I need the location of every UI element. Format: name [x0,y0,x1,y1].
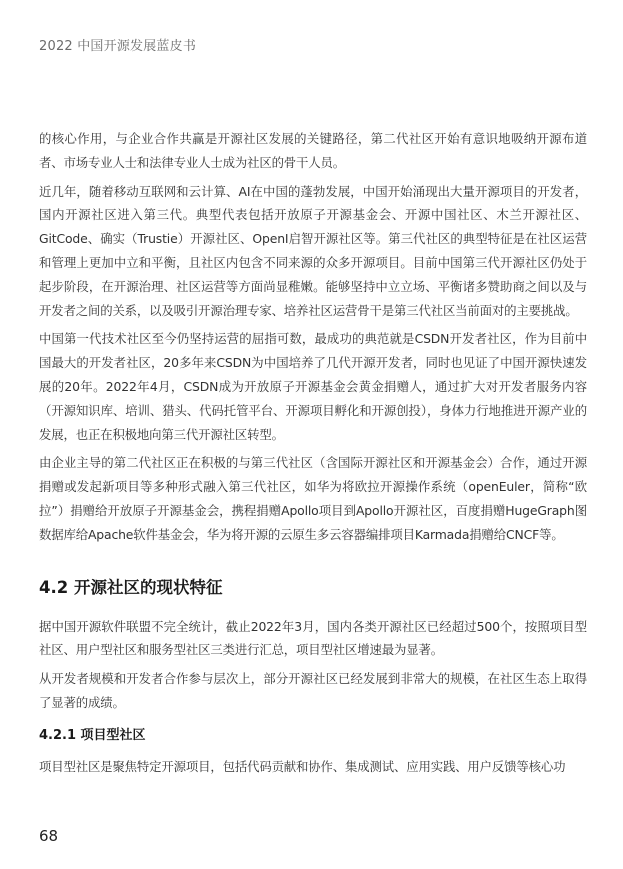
page-number: 68 [39,827,59,845]
paragraph: 据中国开源软件联盟不完全统计，截止2022年3月，国内各类开源社区已经超过500个，按照项目型社区、用户型社区和服务型社区三类进行汇总，项目型社区增速最为显著。 [39,618,587,658]
section-heading-4-2-1: 4.2.1 项目型社区 [39,727,146,743]
paragraph: 中国第一代技术社区至今仍坚持运营的屈指可数，最成功的典范就是CSDN开发者社区，作为目前中国最大的开发者社区，20多年来CSDN为中国培养了几代开源开发者，同时也见证了中国开源快速发展的20年。2022年4月，CSDN成为开放原子开源基金会黄金捐赠人，通过扩大对开发者服务内容（开源知识库、培训、猎头、代码托管平台、开源项目孵化和开源创投），身体力行地推进开源产业的发展，也正在积极地向第三代开源社区转型。 [39,331,587,442]
paragraph: 的核心作用，与企业合作共赢是开源社区发展的关键路径，第二代社区开始有意识地吸纳开源布道者、市场专业人士和法律专业人士成为社区的骨干人员。 [39,131,587,170]
paragraph: 近几年，随着移动互联网和云计算、AI在中国的蓬勃发展，中国开始涌现出大量开源项目的开发者，国内开源社区进入第三代。典型代表包括开放原子开源基金会、开源中国社区、木兰开源社区、GitCode、确实（Trustie）开源社区、OpenI启智开源社区等。第三代社区的典型特征是在社区运营和管理上更加中立和平衡，且社区内包含不同来源的众多开源项目。目前中国第三代开源社区仍处于起步阶段，在开源治理、社区运营等方面尚显稚嫩。能够坚持中立立场、平衡诸多赞助商之间以及与开发者之间的关系，以及吸引开源治理专家、培养社区运营骨干是第三代社区当前面对的主要挑战。 [39,183,587,318]
running-header: 2022 中国开源发展蓝皮书 [39,39,197,54]
section-heading-4-2: 4.2 开源社区的现状特征 [39,577,223,597]
paragraph: 从开发者规模和开发者合作参与层次上，部分开源社区已经发展到非常大的规模，在社区生态上取得了显著的成绩。 [39,671,587,710]
page-body [39,127,587,784]
paragraph: 项目型社区是聚焦特定开源项目，包括代码贡献和协作、集成测试、应用实践、用户反馈等核心功 [39,758,566,774]
paragraph: 由企业主导的第二代社区正在积极的与第三代社区（含国际开源社区和开源基金会）合作，通过开源捐赠或发起新项目等多种形式融入第三代社区，如华为将欧拉开源操作系统（openEuler，简称“欧拉”）捐赠给开放原子开源基金会，携程捐赠Apollo项目到Apollo开源社区，百度捐赠HugeGraph图数据库给Apache软件基金会，华为将开源的云原生多云容器编排项目Karmada捐赠给CNCF等。 [39,455,587,542]
